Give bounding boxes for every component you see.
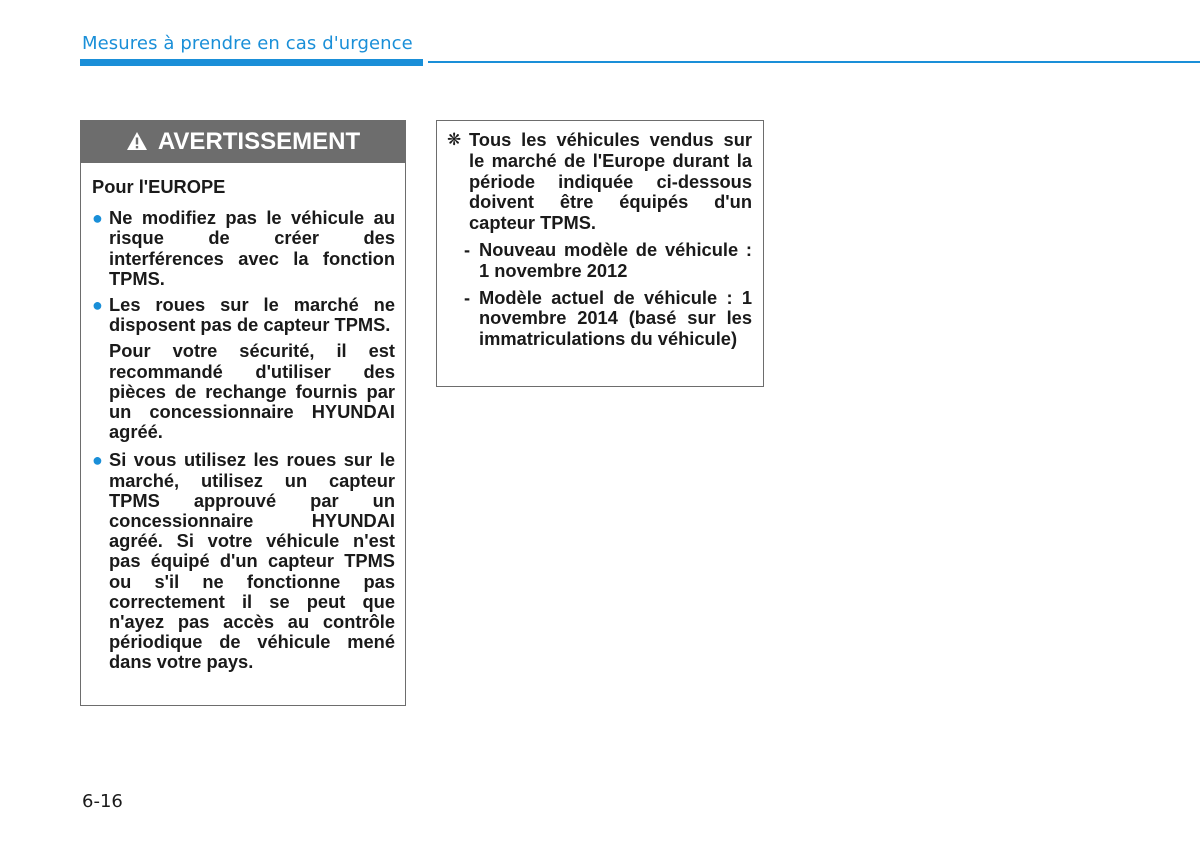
- bullet-icon: ●: [92, 295, 103, 316]
- warning-box: [80, 120, 406, 706]
- note-intro: [447, 130, 752, 234]
- warning-item: [92, 208, 395, 289]
- note-intro-text: Tous les véhicules vendus sur le marché de l'Europe durant la période indiquée ci-dessous doivent être équipés d'un capteur TPMS.: [469, 129, 752, 234]
- warning-sub-paragraph: Pour votre sécurité, il est recommandé d'utiliser des pièces de rechange fournis par un concessionnaire HYUNDAI agréé.: [109, 340, 395, 443]
- warning-item-text: Si vous utilisez les roues sur le marché, utilisez un capteur TPMS approuvé par un concessionnaire HYUNDAI agréé. Si votre véhicule n'est pas équipé d'un capteur TPMS ou s'il ne fonctionne pas correctement il se peut que n'ayez pas accès au contrôle périodique de véhicule mené dans votre pays.: [109, 449, 395, 673]
- warning-item-text: Ne modifiez pas le véhicule au risque de créer des interférences avec la fonction TPMS.: [109, 207, 395, 289]
- warning-triangle-icon: [126, 131, 148, 151]
- warning-header: [81, 121, 405, 163]
- dash-marker: -: [464, 238, 471, 260]
- note-box: [436, 120, 764, 387]
- note-item: [447, 288, 752, 350]
- warning-item-text: Les roues sur le marché ne disposent pas de capteur TPMS.: [109, 294, 395, 336]
- warning-heading: AVERTISSEMENT: [157, 128, 361, 155]
- dash-marker: -: [464, 286, 471, 308]
- warning-region: Pour l'EUROPE: [92, 176, 226, 197]
- section-title: Mesures à prendre en cas d'urgence: [82, 33, 413, 54]
- warning-body: [81, 163, 405, 673]
- note-item-text: Modèle actuel de véhicule : 1 novembre 2014 (basé sur les immatriculations du véhicule): [479, 286, 752, 350]
- asterisk-icon: ❋: [447, 130, 462, 149]
- warning-item: [92, 450, 395, 672]
- bullet-icon: ●: [92, 450, 103, 471]
- page-number: 6-16: [82, 791, 123, 812]
- note-item: [447, 240, 752, 282]
- header-rule-thin: [428, 61, 1200, 63]
- bullet-icon: ●: [92, 208, 103, 229]
- header-rule-thick: [80, 59, 423, 66]
- warning-item: [92, 295, 395, 335]
- note-item-text: Nouveau modèle de véhicule : 1 novembre 2012: [479, 238, 752, 281]
